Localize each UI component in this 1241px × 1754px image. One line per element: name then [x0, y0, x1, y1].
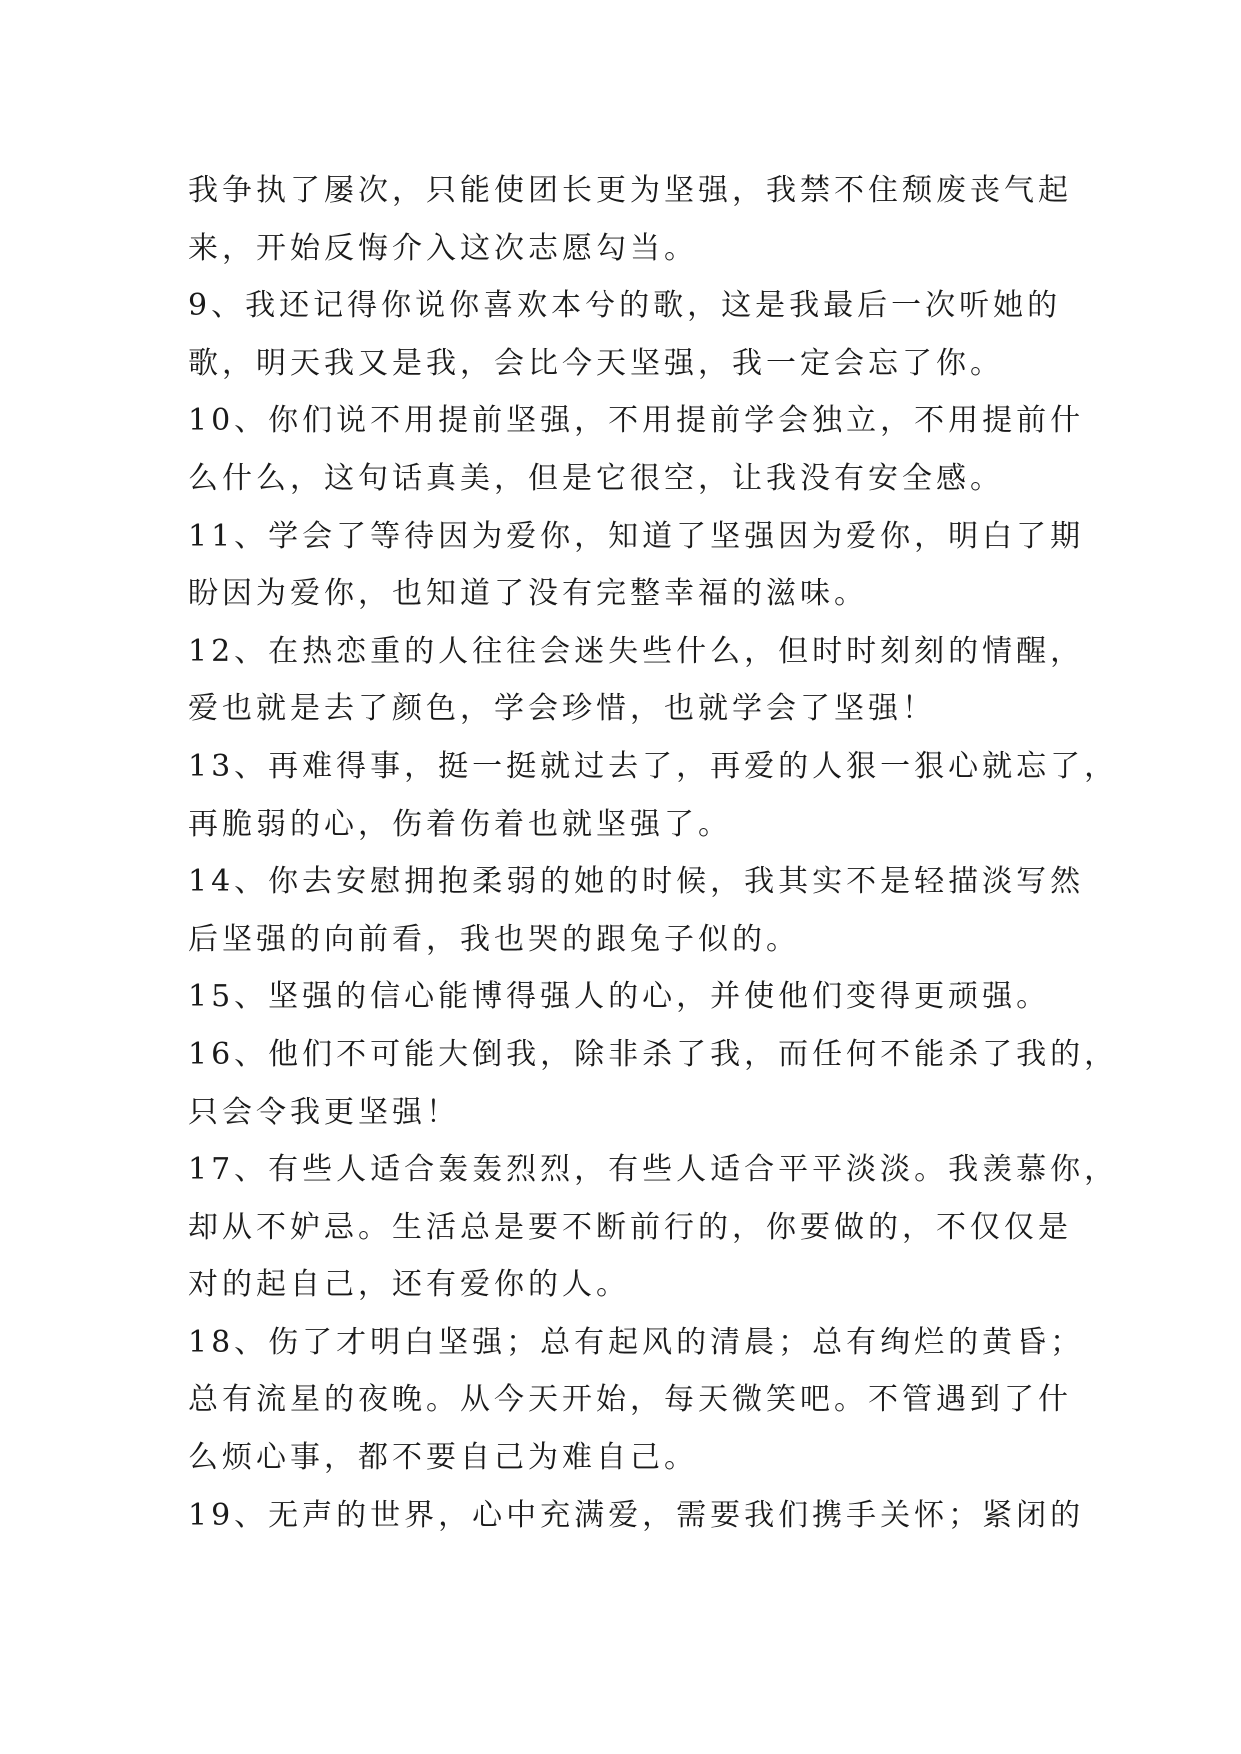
text-line: 12、在热恋重的人往往会迷失些什么，但时时刻刻的情醒，: [188, 633, 1085, 669]
text-line: 16、他们不可能大倒我，除非杀了我，而任何不能杀了我的，: [188, 1036, 1119, 1072]
text-line: 歌，明天我又是我，会比今天坚强，我一定会忘了你。: [188, 345, 1004, 381]
text-line: 11、学会了等待因为爱你，知道了坚强因为爱你，明白了期: [188, 518, 1085, 554]
text-line: 只会令我更坚强！: [188, 1094, 460, 1130]
text-line: 再脆弱的心，伤着伤着也就坚强了。: [188, 806, 732, 842]
text-line: 18、伤了才明白坚强；总有起风的清晨；总有绚烂的黄昏；: [188, 1324, 1085, 1360]
text-line: 我争执了屡次，只能使团长更为坚强，我禁不住颓废丧气起: [188, 173, 1072, 208]
text-line: 9、我还记得你说你喜欢本兮的歌，这是我最后一次听她的: [188, 288, 1062, 324]
text-line: 盼因为爱你，也知道了没有完整幸福的滋味。: [188, 576, 868, 612]
text-line: 来，开始反悔介入这次志愿勾当。: [188, 230, 698, 266]
text-line: 么烦心事，都不要自己为难自己。: [188, 1440, 698, 1476]
text-line: 15、坚强的信心能博得强人的心，并使他们变得更顽强。: [188, 979, 1051, 1015]
text-line: 却从不妒忌。生活总是要不断前行的，你要做的，不仅仅是: [188, 1209, 1072, 1245]
text-line: 10、你们说不用提前坚强，不用提前学会独立，不用提前什: [188, 403, 1085, 439]
text-line: 19、无声的世界，心中充满爱，需要我们携手关怀；紧闭的: [188, 1497, 1085, 1533]
text-line: 17、有些人适合轰轰烈烈，有些人适合平平淡淡。我羡慕你，: [188, 1152, 1119, 1188]
text-line: 对的起自己，还有爱你的人。: [188, 1267, 630, 1303]
text-line: 总有流星的夜晚。从今天开始，每天微笑吧。不管遇到了什: [188, 1382, 1072, 1418]
text-line: 么什么，这句话真美，但是它很空，让我没有安全感。: [188, 460, 1004, 496]
text-line: 后坚强的向前看，我也哭的跟兔子似的。: [188, 921, 800, 957]
text-line: 13、再难得事，挺一挺就过去了，再爱的人狠一狠心就忘了，: [188, 748, 1119, 784]
text-line: 14、你去安慰拥抱柔弱的她的时候，我其实不是轻描淡写然: [188, 864, 1085, 900]
text-line: 爱也就是去了颜色，学会珍惜，也就学会了坚强！: [188, 691, 936, 727]
document-body: [188, 162, 1119, 1544]
